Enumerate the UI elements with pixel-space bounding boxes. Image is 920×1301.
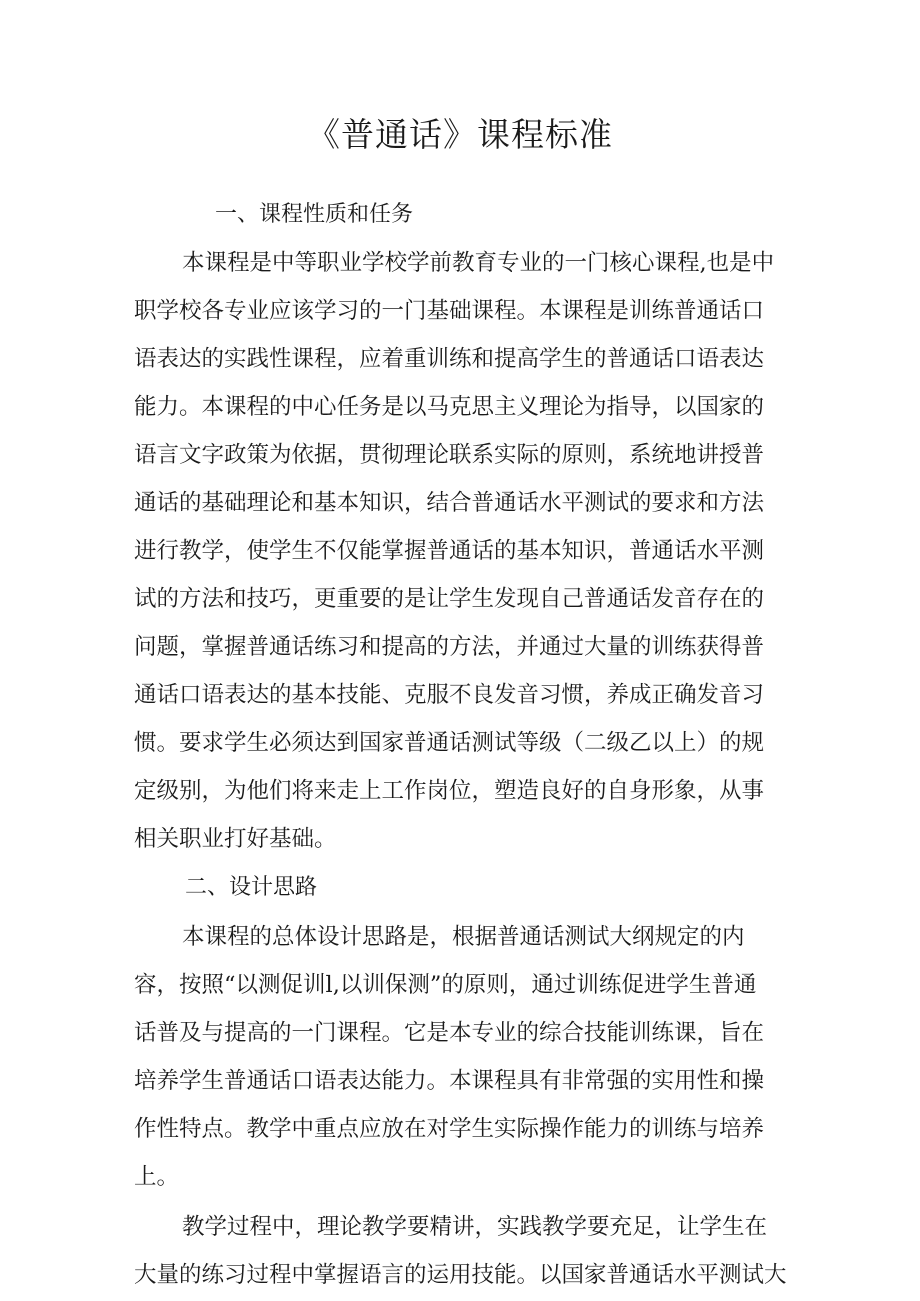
section-heading-1: 一、课程性质和任务 <box>215 202 414 227</box>
paragraph-line: 话普及与提高的一门课程。它是本专业的综合技能训练课，旨在 <box>134 1020 765 1046</box>
paragraph-line: 通话口语表达的基本技能、克服不良发音习惯，养成正确发音习 <box>134 682 765 708</box>
paragraph-line: 能力。本课程的中心任务是以马克思主义理论为指导，以国家的 <box>134 394 765 420</box>
paragraph-line: 惯。要求学生必须达到国家普通话测试等级（二级乙以上）的规 <box>134 730 765 756</box>
paragraph-line: 相关职业打好基础。 <box>134 826 337 852</box>
paragraph-line: 本课程是中等职业学校学前教育专业的一门核心课程,也是中 <box>182 250 775 276</box>
paragraph-line: 试的方法和技巧，更重要的是让学生发现自己普通话发音存在的 <box>134 586 765 612</box>
paragraph-line: 大量的练习过程中掌握语言的运用技能。以国家普通话水平测试大 <box>134 1262 787 1288</box>
paragraph-line: 上。 <box>134 1164 180 1190</box>
paragraph-line: 培养学生普通话口语表达能力。本课程具有非常强的实用性和操 <box>134 1068 765 1094</box>
paragraph-line: 职学校各专业应该学习的一门基础课程。本课程是训练普通话口 <box>134 298 765 324</box>
section-heading-2: 二、设计思路 <box>185 875 318 900</box>
paragraph-line: 本课程的总体设计思路是，根据普通话测试大纲规定的内 <box>182 924 745 950</box>
paragraph-line: 通话的基础理论和基本知识，结合普通话水平测试的要求和方法 <box>134 490 765 516</box>
document-title: 《普通话》课程标准 <box>307 115 613 154</box>
paragraph-line: 进行教学，使学生不仅能掌握普通话的基本知识，普通话水平测 <box>134 538 765 564</box>
paragraph-line: 容，按照“以测促训l,以训保测”的原则，通过训练促进学生普通 <box>134 972 757 998</box>
paragraph-line: 定级别，为他们将来走上工作岗位，塑造良好的自身形象，从事 <box>134 778 765 804</box>
paragraph-line: 语言文字政策为依据，贯彻理论联系实际的原则，系统地讲授普 <box>134 442 765 468</box>
paragraph-line: 教学过程中，理论教学要精讲，实践教学要充足，让学生在 <box>182 1214 768 1240</box>
paragraph-line: 问题，掌握普通话练习和提高的方法，并通过大量的训练获得普 <box>134 634 765 660</box>
paragraph-line: 作性特点。教学中重点应放在对学生实际操作能力的训练与培养 <box>134 1116 765 1142</box>
paragraph-line: 语表达的实践性课程，应着重训练和提高学生的普通话口语表达 <box>134 346 765 372</box>
